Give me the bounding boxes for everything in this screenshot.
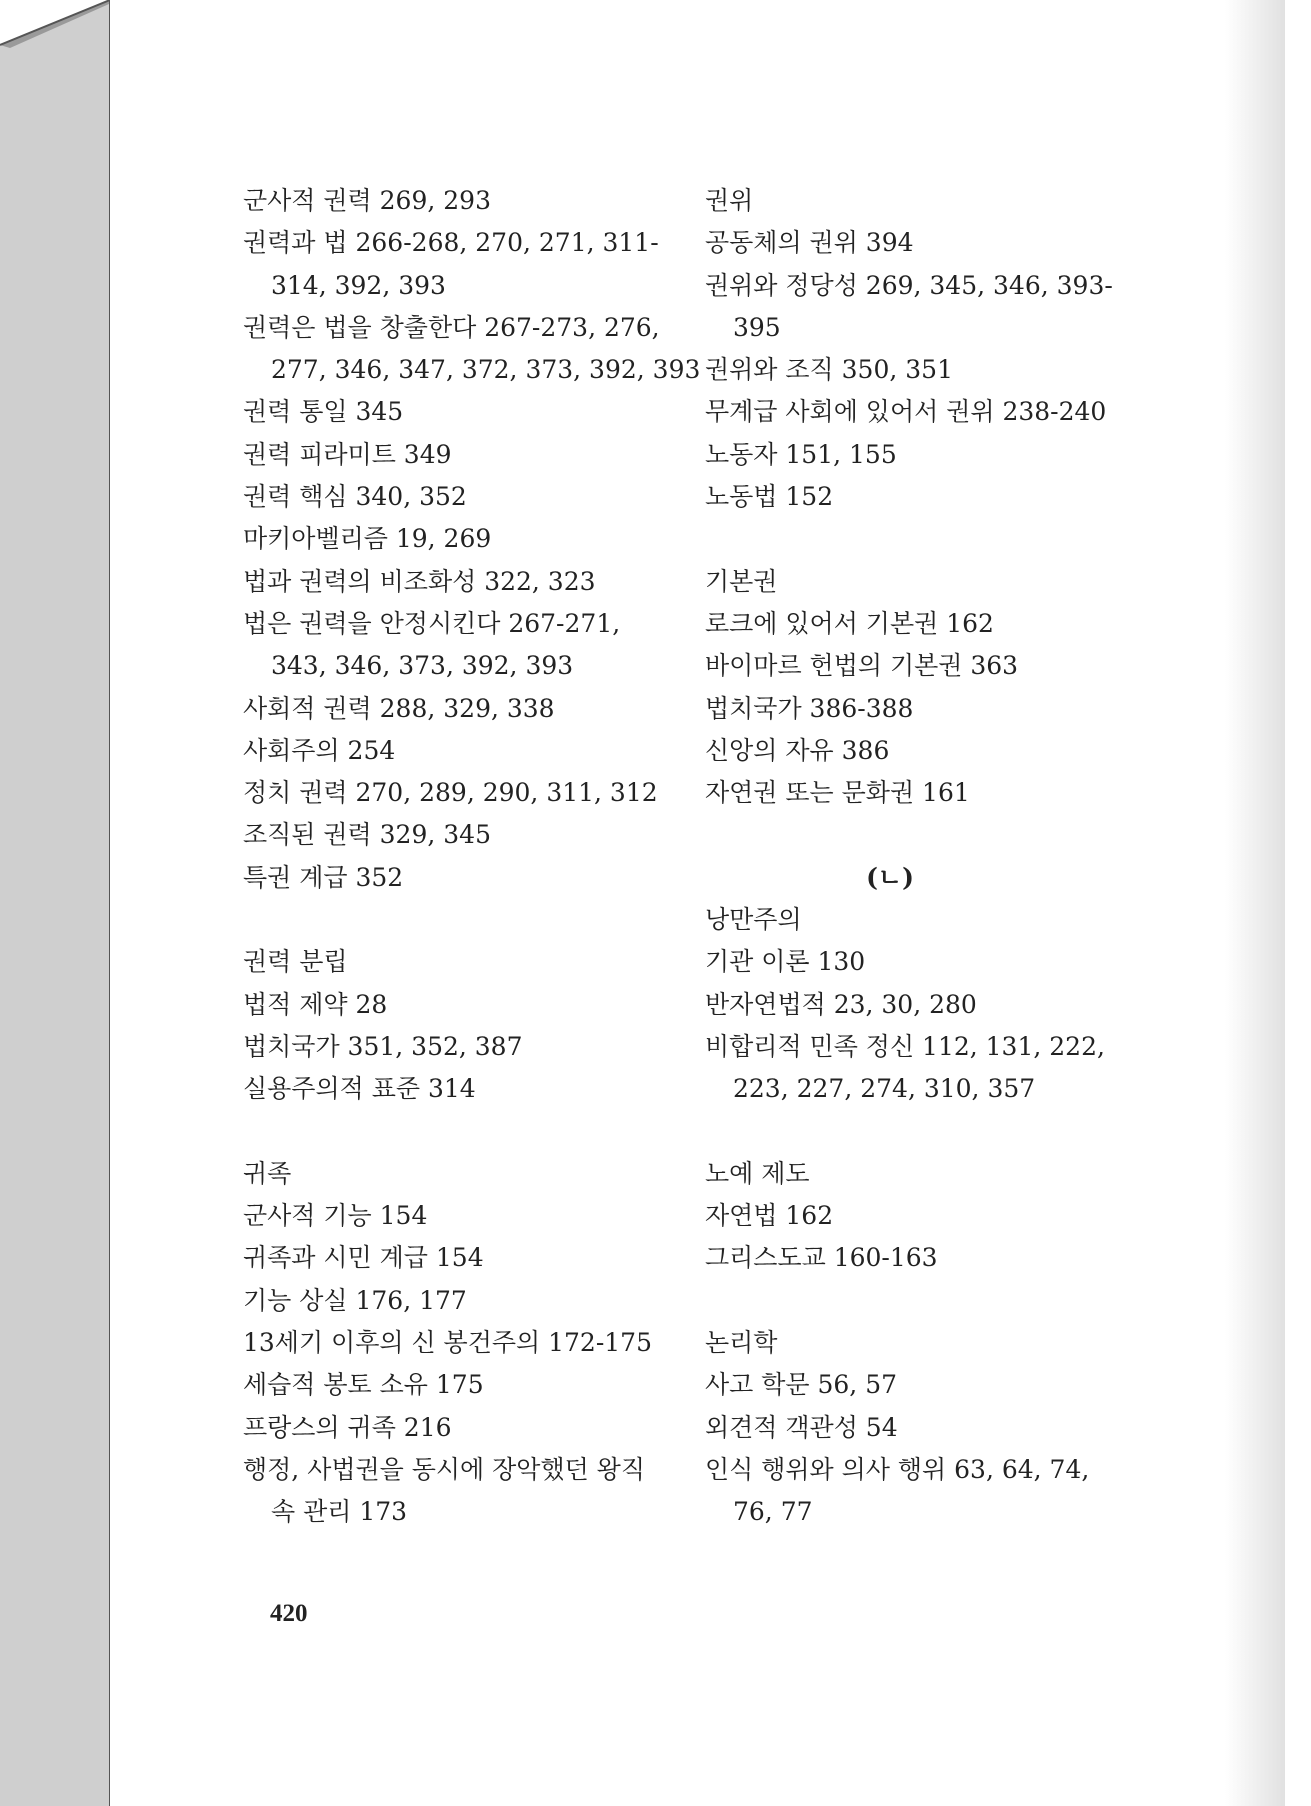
index-entry-continuation: 314, 392, 393 <box>271 270 446 300</box>
index-entry: 법치국가 351, 352, 387 <box>243 1031 523 1061</box>
index-entry: 논리학 <box>705 1328 778 1358</box>
index-entry: 마키아벨리즘 19, 269 <box>243 524 492 554</box>
index-column-right <box>705 180 1135 1534</box>
index-gap <box>243 1111 673 1153</box>
index-column-left <box>243 180 701 1534</box>
index-gap <box>243 899 673 941</box>
index-section-heading: (ㄴ) <box>866 862 914 892</box>
index-entry: 권력 핵심 340, 352 <box>243 482 467 512</box>
index-entry-continuation: 395 <box>733 312 781 342</box>
index-entry: 사회주의 254 <box>243 735 396 765</box>
index-entry: 공동체의 권위 394 <box>705 228 914 258</box>
index-entry: 그리스도교 160-163 <box>705 1243 938 1273</box>
index-entry: 로크에 있어서 기본권 162 <box>705 608 994 638</box>
index-entry: 군사적 권력 269, 293 <box>243 186 491 215</box>
index-entry: 귀족 <box>243 1158 292 1188</box>
index-gap <box>705 1111 1135 1153</box>
index-entry: 노예 제도 <box>705 1158 810 1188</box>
index-gap <box>705 814 1135 856</box>
index-entry: 인식 행위와 의사 행위 63, 64, 74, <box>705 1454 1090 1484</box>
index-entry: 신앙의 자유 386 <box>705 735 890 765</box>
index-entry: 법과 권력의 비조화성 322, 323 <box>243 566 596 596</box>
index-gap <box>705 1280 1135 1322</box>
index-entry: 권위와 정당성 269, 345, 346, 393- <box>705 270 1113 300</box>
index-entry: 실용주의적 표준 314 <box>243 1074 476 1104</box>
index-entry: 권력 분립 <box>243 947 348 977</box>
index-entry: 사회적 권력 288, 329, 338 <box>243 693 555 723</box>
index-entry: 정치 권력 270, 289, 290, 311, 312 <box>243 778 658 808</box>
index-entry-continuation: 343, 346, 373, 392, 393 <box>271 651 574 681</box>
index-entry: 프랑스의 귀족 216 <box>243 1412 452 1442</box>
index-entry: 기관 이론 130 <box>705 947 866 977</box>
index-entry: 권위와 조직 350, 351 <box>705 355 953 385</box>
index-entry: 귀족과 시민 계급 154 <box>243 1243 484 1273</box>
index-entry: 조직된 권력 329, 345 <box>243 820 491 850</box>
index-entry: 권력 피라미트 349 <box>243 439 452 469</box>
index-entry-continuation: 속 관리 173 <box>271 1497 408 1527</box>
index-entry: 법은 권력을 안정시킨다 267-271, <box>243 608 621 638</box>
index-entry-continuation: 277, 346, 347, 372, 373, 392, 393 <box>271 355 701 385</box>
index-entry: 권력 통일 345 <box>243 397 404 427</box>
index-entry: 특권 계급 352 <box>243 862 404 892</box>
index-entry: 노동자 151, 155 <box>705 439 897 469</box>
page-number: 420 <box>270 1600 308 1627</box>
index-entry: 법치국가 386-388 <box>705 693 914 723</box>
index-entry: 기본권 <box>705 566 778 596</box>
index-entry: 반자연법적 23, 30, 280 <box>705 989 977 1019</box>
index-entry: 외견적 객관성 54 <box>705 1412 898 1442</box>
index-entry: 낭만주의 <box>705 905 802 935</box>
index-gap <box>705 518 1135 560</box>
index-entry-continuation: 76, 77 <box>733 1497 813 1527</box>
index-entry: 13세기 이후의 신 봉건주의 172-175 <box>243 1328 652 1358</box>
index-entry: 사고 학문 56, 57 <box>705 1370 898 1400</box>
index-entry: 권력과 법 266-268, 270, 271, 311- <box>243 228 659 258</box>
index-entry: 바이마르 헌법의 기본권 363 <box>705 651 1019 681</box>
index-entry: 법적 제약 28 <box>243 989 388 1019</box>
index-entry: 무계급 사회에 있어서 권위 238-240 <box>705 397 1107 427</box>
index-entry: 군사적 기능 154 <box>243 1201 428 1231</box>
index-entry: 비합리적 민족 정신 112, 131, 222, <box>705 1031 1105 1061</box>
index-entry: 권력은 법을 창출한다 267-273, 276, <box>243 312 660 342</box>
index-entry: 자연법 162 <box>705 1201 834 1231</box>
index-entry: 노동법 152 <box>705 482 834 512</box>
index-entry: 세습적 봉토 소유 175 <box>243 1370 484 1400</box>
index-entry: 행정, 사법권을 동시에 장악했던 왕직 <box>243 1454 645 1484</box>
index-entry: 권위 <box>705 186 754 215</box>
index-entry: 자연권 또는 문화권 161 <box>705 778 970 808</box>
index-entry-continuation: 223, 227, 274, 310, 357 <box>733 1074 1036 1104</box>
page-edge-shadow <box>1225 0 1285 1806</box>
index-entry: 기능 상실 176, 177 <box>243 1285 467 1315</box>
